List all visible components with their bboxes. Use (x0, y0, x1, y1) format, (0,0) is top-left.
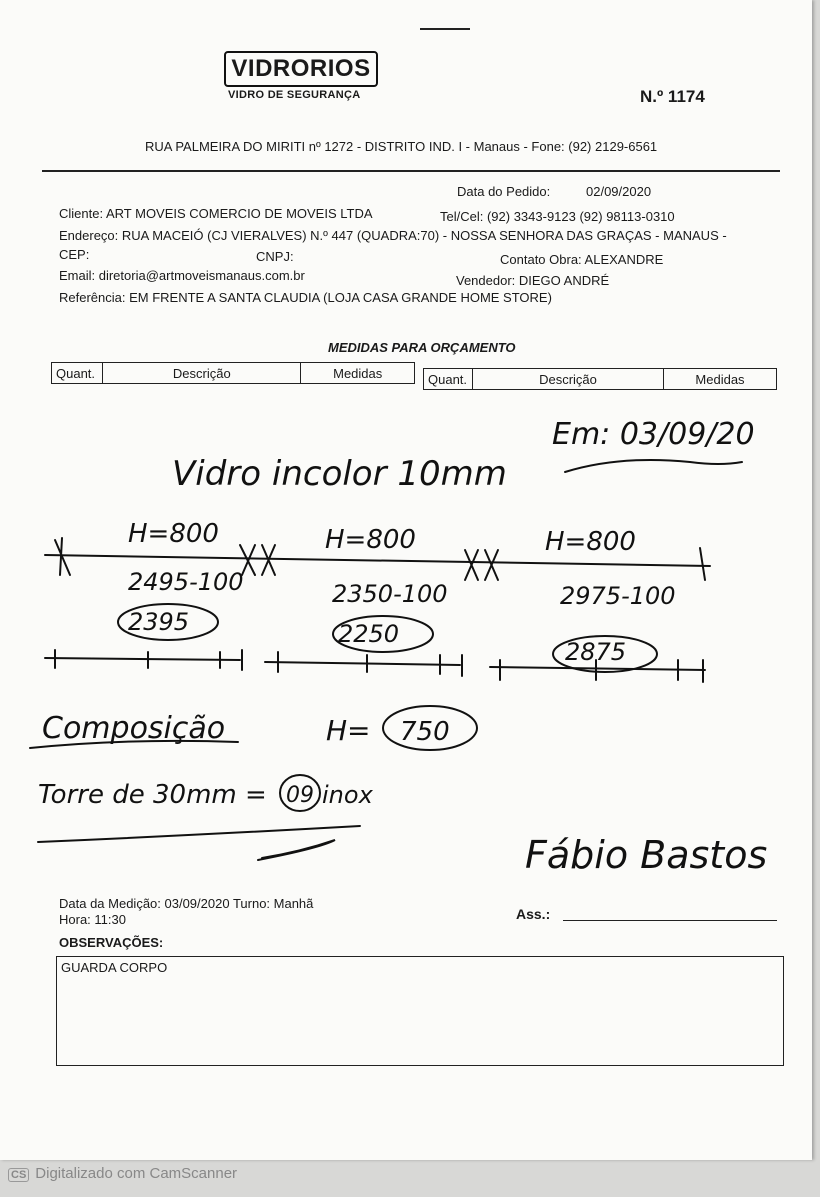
length-note: 2975-100 (560, 582, 676, 610)
company-address: RUA PALMEIRA DO MIRITI nº 1272 - DISTRITO IND. I - Manaus - Fone: (92) 2129-6561 (145, 139, 658, 154)
observations-text: GUARDA CORPO (61, 960, 168, 975)
seller-field: Vendedor: DIEGO ANDRÉ (456, 273, 610, 288)
height-note: H=800 (325, 525, 416, 555)
tower-material-note: inox (322, 781, 373, 809)
company-logo: VIDRORIOS (224, 51, 378, 87)
measure-tick (485, 550, 498, 580)
column-header: Medidas (664, 369, 777, 390)
height-value-note: 750 (400, 717, 450, 747)
cep-label: CEP: (59, 247, 90, 262)
date-note: Em: 03/09/20 (552, 417, 755, 452)
client-field: Cliente: ART MOVEIS COMERCIO DE MOVEIS LTDA (59, 206, 373, 221)
column-header: Medidas (301, 363, 415, 384)
tower-quantity-note: 09 (286, 783, 314, 808)
result-note: 2875 (565, 638, 627, 666)
measurements-title: MEDIDAS PARA ORÇAMENTO (328, 340, 516, 355)
result-note: 2395 (128, 608, 190, 636)
observations-label: OBSERVAÇÕES: (59, 935, 164, 950)
composition-note: Composição (42, 711, 226, 746)
height-note: H=800 (128, 519, 219, 549)
phone-field: Tel/Cel: (92) 3343-9123 (92) 98113-0310 (440, 209, 675, 224)
scanner-text: Digitalizado com CamScanner (35, 1165, 238, 1182)
column-header: Descrição (473, 369, 664, 390)
height-note: H=800 (545, 527, 636, 557)
client-address-field: Endereço: RUA MACEIÓ (CJ VIERALVES) N.º 447 (QUADRA:70) - NOSSA SENHORA DAS GRAÇAS - MANAUS - (59, 228, 727, 243)
scanner-watermark (8, 1165, 237, 1182)
signature-line (563, 920, 777, 921)
order-number: N.º 1174 (640, 87, 705, 106)
reference-field: Referência: EM FRENTE A SANTA CLAUDIA (LOJA CASA GRANDE HOME STORE) (59, 290, 552, 305)
email-field: Email: diretoria@artmoveismanaus.com.br (59, 268, 305, 283)
column-header: Descrição (103, 363, 301, 384)
result-note: 2250 (338, 620, 400, 648)
measurement-time-field: Hora: 11:30 (59, 912, 126, 927)
signature-label: Ass.: (516, 906, 551, 922)
glass-type-note: Vidro incolor 10mm (172, 454, 507, 494)
column-header: Quant. (424, 369, 473, 390)
handwritten-signature: Fábio Bastos (525, 833, 768, 877)
tower-note: Torre de 30mm = (38, 780, 267, 810)
contact-field: Contato Obra: ALEXANDRE (500, 252, 664, 267)
observations-box (56, 956, 784, 1066)
order-date-value: 02/09/2020 (586, 184, 652, 199)
cnpj-label: CNPJ: (256, 249, 294, 264)
order-date-label: Data do Pedido: (457, 184, 551, 199)
measure-tick (55, 538, 70, 575)
date-underline (565, 460, 742, 472)
tower-flourish (258, 840, 335, 860)
measure-tick (262, 545, 275, 575)
measure-tick (465, 550, 478, 580)
measure-tick (700, 548, 705, 580)
height-label-note: H= (326, 714, 371, 747)
measurement-date-field: Data da Medição: 03/09/2020 Turno: Manhã (59, 896, 314, 911)
company-tagline: VIDRO DE SEGURANÇA (228, 89, 361, 101)
length-note: 2350-100 (332, 580, 448, 608)
length-note: 2495-100 (128, 568, 244, 596)
column-header: Quant. (52, 363, 103, 384)
camscanner-logo-icon: CS (8, 1168, 29, 1182)
tower-underline (38, 826, 360, 842)
